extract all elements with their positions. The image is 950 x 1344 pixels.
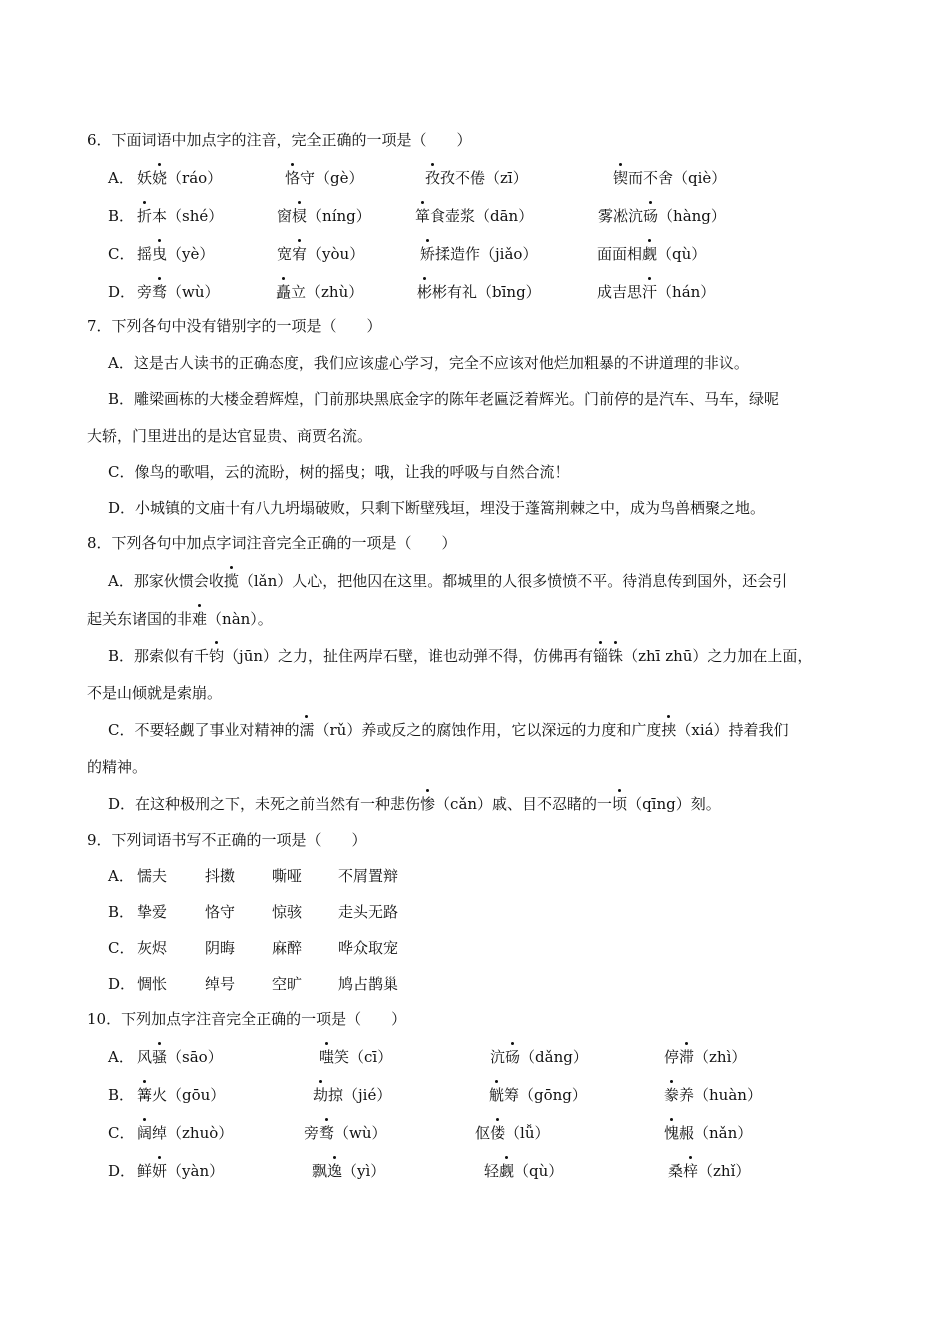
q10-option-d-label: D． xyxy=(108,1162,136,1180)
q9-option-d-label: D． xyxy=(108,975,136,993)
q9-option-a-label: A． xyxy=(108,867,134,885)
q9-c-word-4: 哗众取宠 xyxy=(338,939,399,957)
emphasis-dot-char: 汗 xyxy=(642,283,658,301)
q10-b-item-3: 觥筹（gōng） xyxy=(489,1086,587,1104)
q6-d-item-1: 旁骛（wù） xyxy=(137,283,220,301)
emphasis-dot-char: 棂 xyxy=(292,207,308,225)
q10-option-b-label: B． xyxy=(108,1086,135,1104)
emphasis-dot-char: 恪 xyxy=(285,169,301,187)
q10-d-item-3: 轻觑（qù） xyxy=(484,1162,564,1180)
q6-c-item-3: 矫揉造作（jiǎo） xyxy=(420,245,538,263)
emphasis-dot-char: 滞 xyxy=(679,1048,695,1066)
q8-option-d-line-1: D．在这种极刑之下，未死之前当然有一种悲伤惨（cǎn）戚、目不忍睹的一顷（qīng）刻。 xyxy=(108,795,721,813)
emphasis-dot-char: 折 xyxy=(137,207,153,225)
emphasis-dot-char: 觑 xyxy=(642,245,658,263)
q9-d-word-3: 空旷 xyxy=(272,975,303,993)
emphasis-dot-char: 骛 xyxy=(319,1124,335,1142)
q10-b-item-2: 劫掠（jié） xyxy=(313,1086,392,1104)
q6-c-item-1: 摇曳（yè） xyxy=(137,245,215,263)
emphasis-dot-char: 濡 xyxy=(299,721,315,739)
emphasis-dot-char: 铢 xyxy=(608,647,624,665)
emphasis-dot-char: 彬 xyxy=(417,283,433,301)
q10-a-item-1: 风骚（sāo） xyxy=(137,1048,223,1066)
emphasis-dot-char: 梓 xyxy=(683,1162,699,1180)
emphasis-dot-char: 孜 xyxy=(425,169,441,187)
q9-a-word-2: 抖擞 xyxy=(205,867,236,885)
emphasis-dot-char: 骛 xyxy=(152,283,168,301)
q9-d-word-2: 绰号 xyxy=(205,975,236,993)
q10-option-c-label: C． xyxy=(108,1124,135,1142)
q10-d-item-2: 飘逸（yì） xyxy=(312,1162,386,1180)
emphasis-dot-char: 娆 xyxy=(152,169,168,187)
emphasis-dot-char: 钧 xyxy=(209,647,225,665)
q10-d-item-1: 鲜妍（yàn） xyxy=(137,1162,225,1180)
emphasis-dot-char: 揽 xyxy=(223,572,239,590)
q10-b-item-4: 豢养（huàn） xyxy=(664,1086,762,1104)
emphasis-dot-char: 觥 xyxy=(489,1086,505,1104)
q8-option-c-line-1: C．不要轻觑了事业对精神的濡（rǔ）养或反之的腐蚀作用，它以深远的力度和广度挟（xiá）持着我们 xyxy=(108,721,789,739)
emphasis-dot-char: 篝 xyxy=(137,1086,153,1104)
emphasis-dot-char: 砀 xyxy=(505,1048,521,1066)
emphasis-dot-char: 妍 xyxy=(152,1162,168,1180)
q9-a-word-1: 懦夫 xyxy=(137,867,168,885)
q6-option-c-label: C． xyxy=(108,245,135,263)
q7-option-b-line-2: 大轿，门里进出的是达官显贵、商贾名流。 xyxy=(87,427,373,445)
q7-option-d: D．小城镇的文庙十有八九坍塌破败，只剩下断壁残垣，埋没于蓬篙荆棘之中，成为鸟兽栖聚之地。 xyxy=(108,499,766,517)
question-10-stem: 10．下列加点字注音完全正确的一项是（ ） xyxy=(87,1010,407,1028)
q9-c-word-3: 麻醉 xyxy=(272,939,303,957)
q8-option-b-line-2: 不是山倾就是索崩。 xyxy=(87,684,223,702)
q6-b-item-2: 窗棂（níng） xyxy=(277,207,371,225)
q6-a-item-3: 孜孜不倦（zī） xyxy=(425,169,528,187)
question-9-stem: 9．下列词语书写不正确的一项是（ ） xyxy=(87,831,367,849)
emphasis-dot-char: 愧 xyxy=(664,1124,680,1142)
q8-option-c-line-2: 的精神。 xyxy=(87,758,148,776)
emphasis-dot-char: 阔 xyxy=(137,1124,153,1142)
emphasis-dot-char: 骚 xyxy=(152,1048,168,1066)
q9-a-word-4: 不屑置辩 xyxy=(338,867,399,885)
q10-option-a-label: A． xyxy=(108,1048,134,1066)
q9-option-b-label: B． xyxy=(108,903,135,921)
emphasis-dot-char: 矗 xyxy=(276,283,292,301)
emphasis-dot-char: 挟 xyxy=(661,721,677,739)
question-7-stem: 7．下列各句中没有错别字的一项是（ ） xyxy=(87,317,382,335)
q7-option-a: A．这是古人读书的正确态度，我们应该虚心学习，完全不应该对他烂加粗暴的不讲道理的非议。 xyxy=(108,354,749,372)
q6-c-item-2: 宽宥（yòu） xyxy=(277,245,365,263)
q10-a-item-3: 沆砀（dǎng） xyxy=(490,1048,588,1066)
q8-option-a-line-2: 起关东诸国的非难（nàn）。 xyxy=(87,610,273,628)
q6-b-item-3: 箪食壶浆（dān） xyxy=(415,207,534,225)
emphasis-dot-char: 砀 xyxy=(643,207,659,225)
q7-option-b-line-1: B．雕梁画栋的大楼金碧辉煌，门前那块黑底金字的陈年老匾泛着辉光。门前停的是汽车、马车，绿呢 xyxy=(108,390,780,408)
q6-a-item-4: 锲而不舍（qiè） xyxy=(613,169,727,187)
emphasis-dot-char: 顷 xyxy=(612,795,628,813)
q9-b-word-3: 惊骇 xyxy=(272,903,303,921)
question-8-stem: 8．下列各句中加点字词注音完全正确的一项是（ ） xyxy=(87,534,457,552)
q6-a-item-1: 妖娆（ráo） xyxy=(137,169,223,187)
q6-option-d-label: D． xyxy=(108,283,136,301)
q10-b-item-1: 篝火（gōu） xyxy=(137,1086,226,1104)
q10-a-item-4: 停滞（zhì） xyxy=(664,1048,747,1066)
q6-option-a-label: A． xyxy=(108,169,134,187)
emphasis-dot-char: 豢 xyxy=(664,1086,680,1104)
emphasis-dot-char: 宥 xyxy=(292,245,308,263)
q10-c-item-4: 愧赧（nǎn） xyxy=(664,1124,753,1142)
q10-a-item-2: 嗤笑（cī） xyxy=(319,1048,393,1066)
q9-b-word-4: 走头无路 xyxy=(338,903,399,921)
emphasis-dot-char: 曳 xyxy=(152,245,168,263)
q6-option-b-label: B． xyxy=(108,207,135,225)
q6-c-item-4: 面面相觑（qù） xyxy=(597,245,707,263)
q9-b-word-1: 挚爱 xyxy=(137,903,168,921)
emphasis-dot-char: 难 xyxy=(192,610,208,628)
emphasis-dot-char: 偻 xyxy=(490,1124,506,1142)
q6-d-item-4: 成吉思汗（hán） xyxy=(597,283,716,301)
q8-option-b-line-1: B．那索似有千钧（jūn）之力，扯住两岸石壁，谁也动弹不得，仿佛再有锱铢（zhī zhū）之力加在上面， xyxy=(108,647,813,665)
emphasis-dot-char: 锲 xyxy=(613,169,629,187)
question-6-stem: 6．下面词语中加点字的注音，完全正确的一项是（ ） xyxy=(87,131,472,149)
q6-d-item-2: 矗立（zhù） xyxy=(276,283,364,301)
q7-option-c: C．像鸟的歌唱，云的流盼，树的摇曳；哦，让我的呼吸与自然合流！ xyxy=(108,463,570,481)
q9-b-word-2: 恪守 xyxy=(205,903,236,921)
q10-c-item-2: 旁骛（wù） xyxy=(304,1124,387,1142)
q6-b-item-4: 雾凇沆砀（hàng） xyxy=(598,207,726,225)
emphasis-dot-char: 矫 xyxy=(420,245,436,263)
q6-d-item-3: 彬彬有礼（bīng） xyxy=(417,283,541,301)
emphasis-dot-char: 锱 xyxy=(593,647,609,665)
q10-c-item-1: 阔绰（zhuò） xyxy=(137,1124,234,1142)
emphasis-dot-char: 逸 xyxy=(327,1162,343,1180)
emphasis-dot-char: 嗤 xyxy=(319,1048,335,1066)
emphasis-dot-char: 箪 xyxy=(415,207,431,225)
q9-c-word-1: 灰烬 xyxy=(137,939,168,957)
q9-a-word-3: 嘶哑 xyxy=(272,867,303,885)
q6-a-item-2: 恪守（gè） xyxy=(285,169,364,187)
q8-option-a-line-1: A．那家伙惯会收揽（lǎn）人心，把他囚在这里。都城里的人很多愤愤不平。待消息传到国外，还会引 xyxy=(108,572,788,590)
emphasis-dot-char: 劫 xyxy=(313,1086,329,1104)
q9-d-word-4: 鸠占鹊巢 xyxy=(338,975,399,993)
q9-c-word-2: 阴晦 xyxy=(205,939,236,957)
q6-b-item-1: 折本（shé） xyxy=(137,207,224,225)
q9-option-c-label: C． xyxy=(108,939,135,957)
q10-d-item-4: 桑梓（zhǐ） xyxy=(668,1162,751,1180)
q10-c-item-3: 伛偻（lǚ） xyxy=(475,1124,550,1142)
emphasis-dot-char: 惨 xyxy=(420,795,436,813)
emphasis-dot-char: 觑 xyxy=(499,1162,515,1180)
q9-d-word-1: 惆怅 xyxy=(137,975,168,993)
